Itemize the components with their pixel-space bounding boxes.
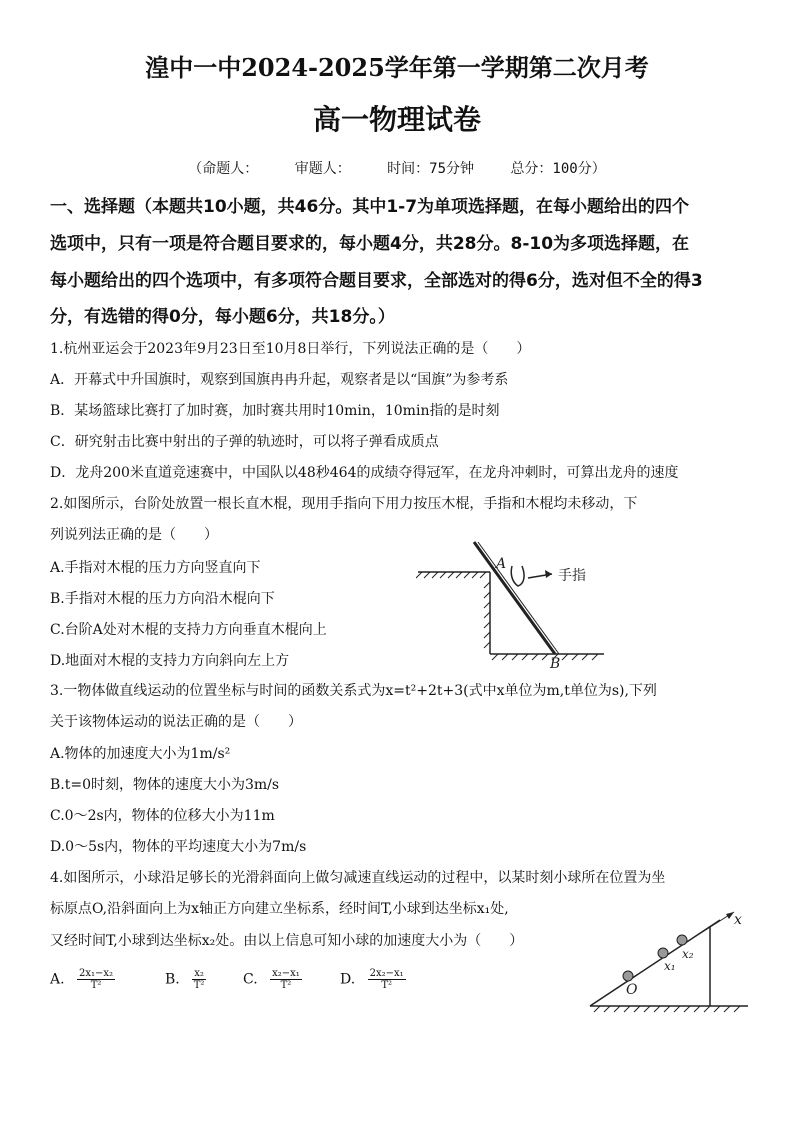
q3-option-d: D.0～5s内，物体的平均速度大小为7m/s <box>50 839 307 855</box>
label-finger: 手指 <box>558 568 586 584</box>
q2-stem-line: 2.如图所示，台阶处放置一根长直木棍，现用手指向下用力按压木棍，手指和木棍均未移动，下 <box>50 496 638 512</box>
q1-option-a: A．开幕式中升国旗时，观察到国旗冉冉升起，观察者是以“国旗”为参考系 <box>50 372 509 388</box>
q4-figure <box>586 906 756 1016</box>
ball-x2 <box>677 935 687 945</box>
q1-option-d: D．龙舟200米直道竞速赛中，中国队以48秒464的成绩夺得冠军，在龙舟冲刺时，可算出龙舟的速度 <box>50 465 679 481</box>
q2-option-a: A.手指对木棍的压力方向竖直向下 <box>50 560 261 576</box>
q2-figure <box>416 538 606 670</box>
meta-setter: （命题人： <box>188 161 259 177</box>
q4-option-a: A. $\frac{\text{2x₁−x₂}}{\text{T²}}$ <box>50 968 114 991</box>
q1-option-c: C．研究射击比赛中射出的子弹的轨迹时，可以将子弹看成质点 <box>50 434 439 450</box>
section-heading-line: 分，有选错的得0分，每小题6分，共18分。） <box>50 307 395 327</box>
meta-time: 时间：75分钟 <box>387 161 474 177</box>
label-b: B <box>550 656 561 670</box>
q4-stem-line: 4.如图所示，小球沿足够长的光滑斜面向上做匀减速直线运动的过程中，以某时刻小球所在位置为坐 <box>50 870 666 886</box>
q4-stem-line: 标原点O,沿斜面向上为x轴正方向建立坐标系，经时间T,小球到达坐标x₁处, <box>50 901 509 917</box>
exam-title: 湟中一中2024-2025学年第一学期第二次月考 <box>145 53 649 82</box>
ball-x1 <box>658 948 668 958</box>
meta-score: 总分：100分） <box>510 161 606 177</box>
section-heading-line: 每小题给出的四个选项中，有多项符合题目要求，全部选对的得6分，选对但不全的得3 <box>50 271 703 291</box>
label-x1: x₁ <box>664 959 676 973</box>
q3-option-a: A.物体的加速度大小为1m/s² <box>50 746 231 762</box>
q2-option-d: D.地面对木棍的支持力方向斜向左上方 <box>50 653 290 669</box>
q3-option-b: B.t=0时刻，物体的速度大小为3m/s <box>50 777 280 793</box>
q4-option-d: D. $\frac{\text{2x₂−x₁}}{\text{T²}}$ <box>340 968 404 991</box>
ball-o <box>623 971 633 981</box>
q2-stem-line: 列说列法正确的是（ ） <box>50 527 218 543</box>
section-heading-line: 一、选择题（本题共10小题，共46分。其中1-7为单项选择题，在每小题给出的四个 <box>50 197 690 217</box>
q4-option-c: C. $\frac{\text{x₂−x₁}}{\text{T²}}$ <box>243 968 300 991</box>
meta-reviewer: 审题人： <box>294 161 351 177</box>
q3-option-c: C.0～2s内，物体的位移大小为11m <box>50 808 275 824</box>
section-heading-line: 选项中，只有一项是符合题目要求的，每小题4分，共28分。8-10为多项选择题，在 <box>50 234 690 254</box>
wooden-stick <box>474 542 555 654</box>
finger-icon <box>511 566 524 586</box>
q4-stem-line: 又经时间T,小球到达坐标x₂处。由以上信息可知小球的加速度大小为（ ） <box>50 933 524 949</box>
q2-option-c: C.台阶A处对木棍的支持力方向垂直木棍向上 <box>50 622 327 638</box>
label-x: x <box>734 912 742 928</box>
label-o: O <box>626 982 638 998</box>
q1-option-b: B．某场篮球比赛打了加时赛，加时赛共用时10min，10min指的是时刻 <box>50 403 500 419</box>
q1-stem: 1.杭州亚运会于2023年9月23日至10月8日举行，下列说法正确的是（ ） <box>50 341 531 357</box>
exam-meta <box>0 158 794 178</box>
q3-stem-line: 3.一物体做直线运动的位置坐标与时间的函数关系式为x=t²+2t+3(式中x单位为m,t单位为s),下列 <box>50 683 657 699</box>
q4-option-b: B. $\frac{\text{x₂}}{\text{T²}}$ <box>165 968 205 991</box>
q3-stem-line: 关于该物体运动的说法正确的是（ ） <box>50 714 302 730</box>
q2-option-b: B.手指对木棍的压力方向沿木棍向下 <box>50 591 275 607</box>
exam-subtitle: 高一物理试卷 <box>312 103 481 136</box>
label-x2: x₂ <box>682 947 694 961</box>
label-a: A <box>496 556 507 572</box>
